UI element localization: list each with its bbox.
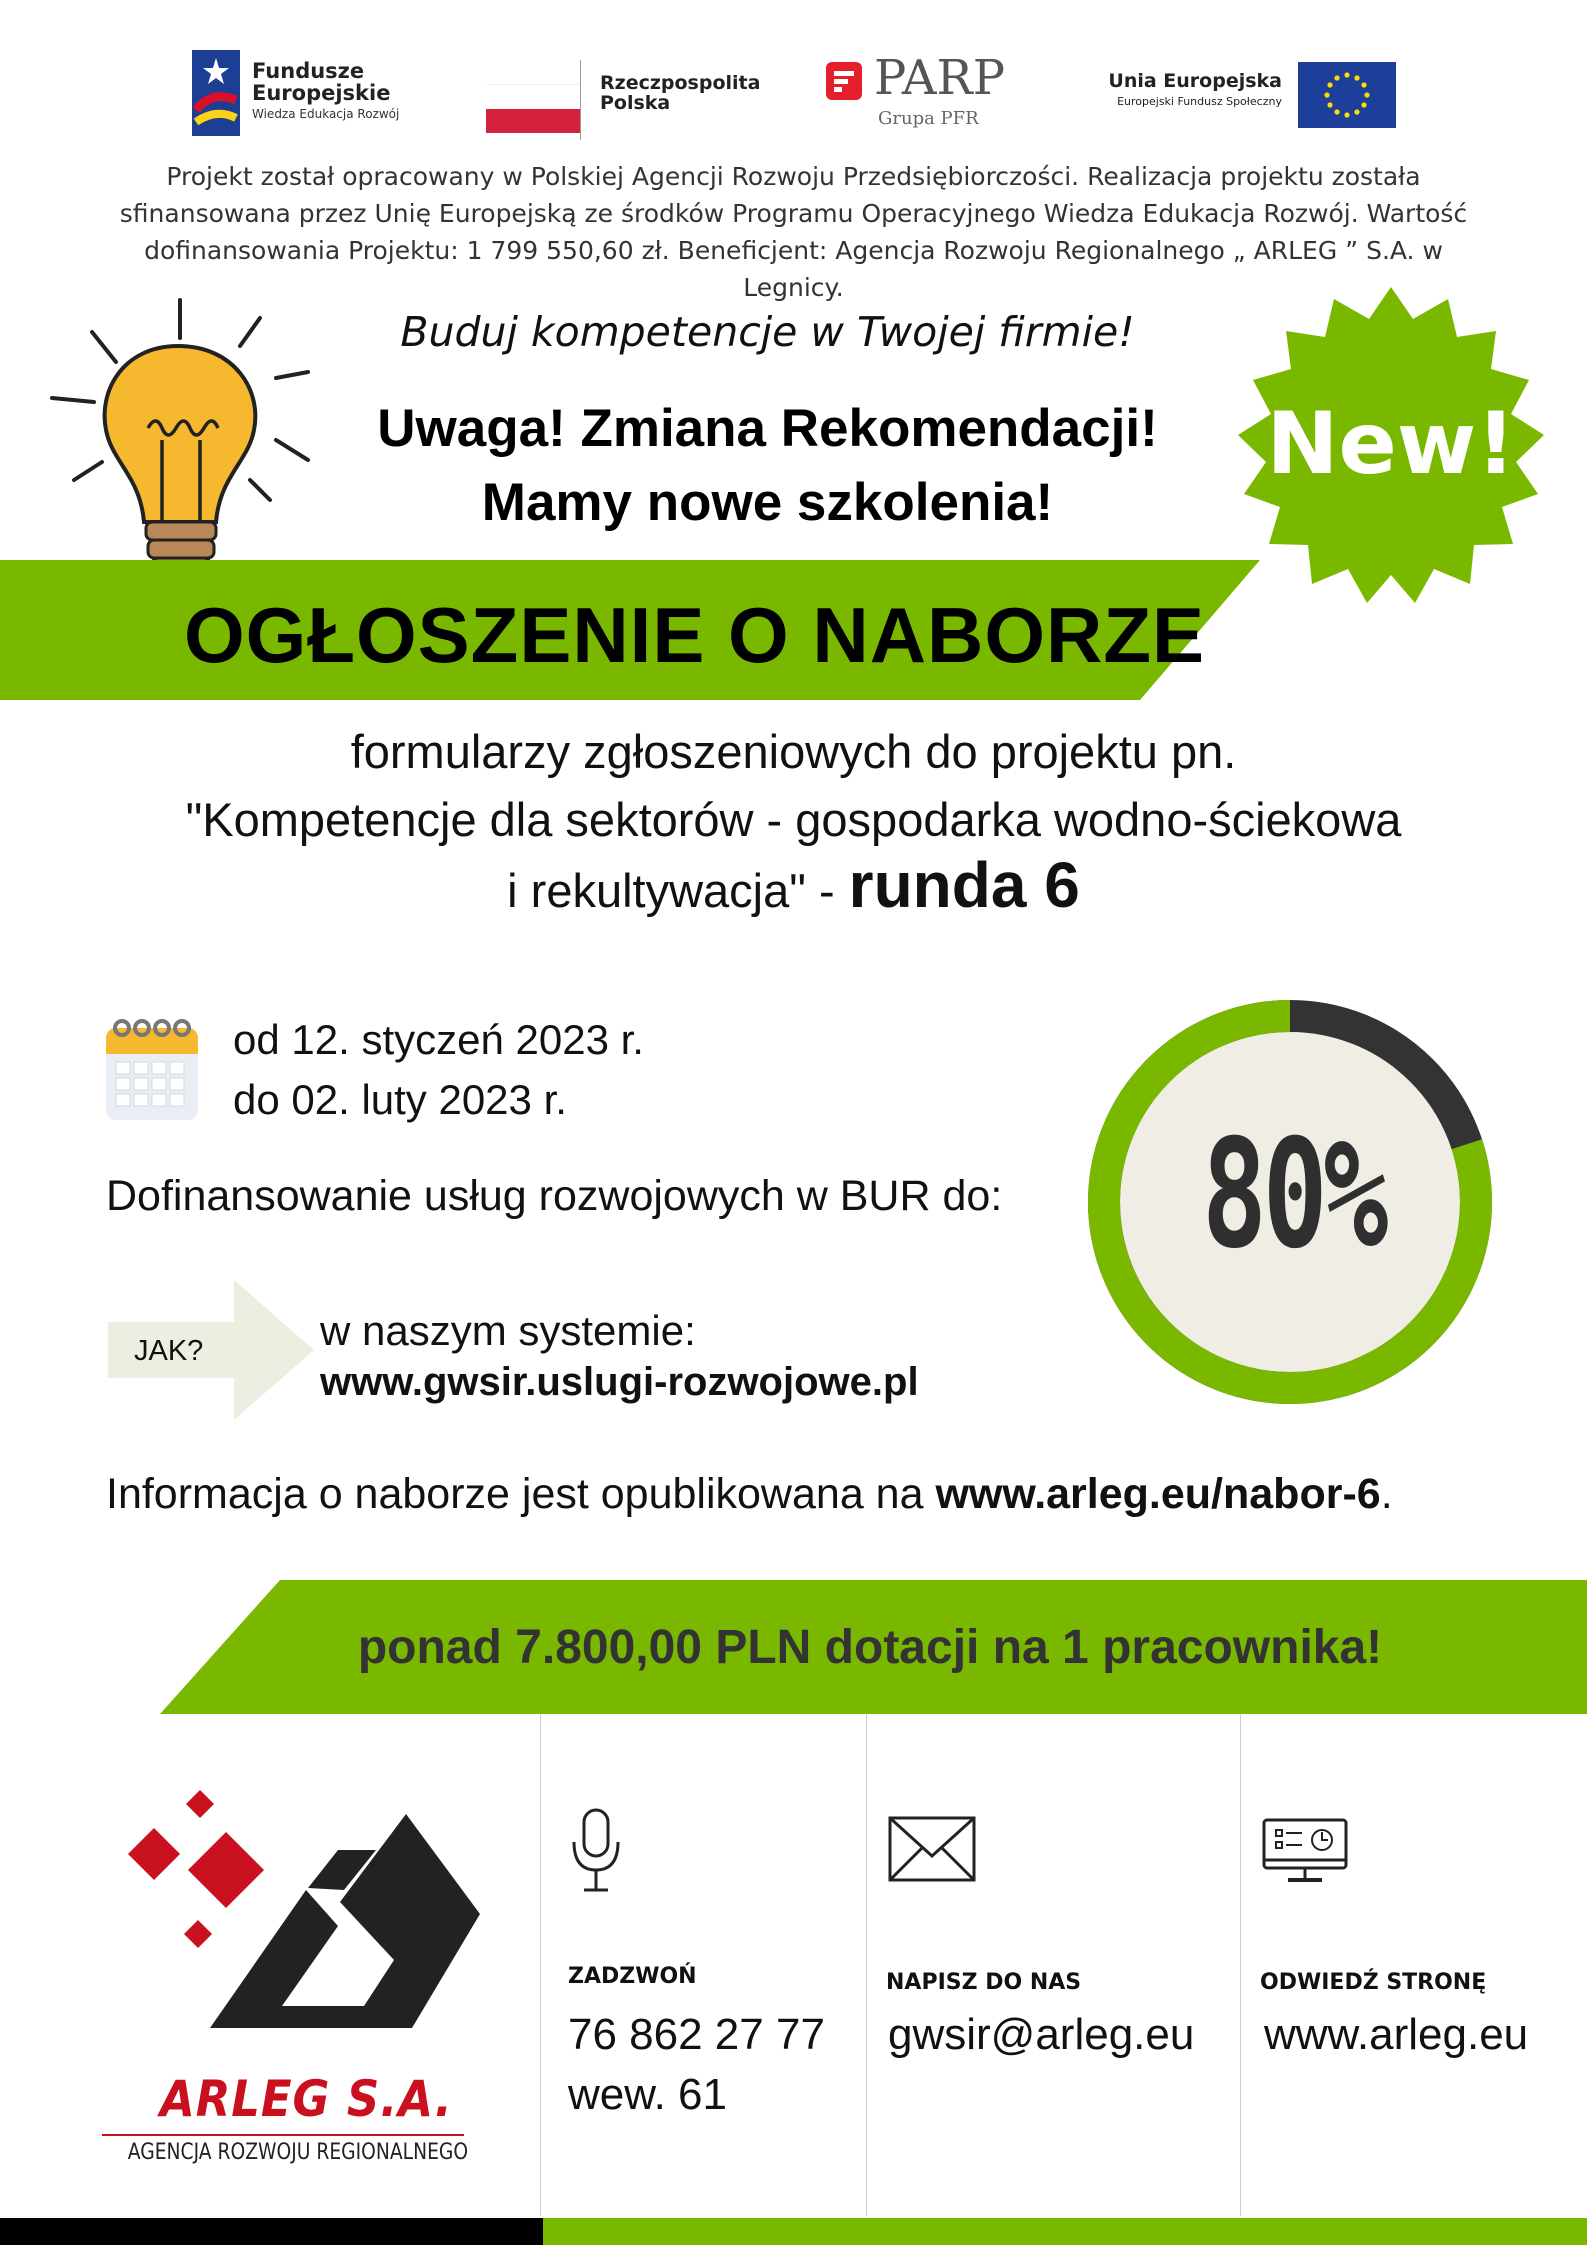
runda-label: runda 6 xyxy=(848,849,1080,921)
company-subtitle: AGENCJA ROZWOJU REGIONALNEGO xyxy=(127,2140,469,2165)
phone-number[interactable]: 76 862 27 77 xyxy=(568,2010,825,2059)
parp-sub: Grupa PFR xyxy=(878,108,979,129)
intro-line2: "Kompetencje dla sektorów - gospodarka wodno-ściekowa xyxy=(185,793,1402,846)
contact-divider xyxy=(866,1714,867,2216)
fe-line1: Fundusze xyxy=(252,59,365,83)
intro-line1: formularzy zgłoszeniowych do projektu pn. xyxy=(350,725,1237,778)
intro-line3 xyxy=(80,848,1507,922)
new-badge-text: New! xyxy=(1266,394,1516,494)
rp-line2: Polska xyxy=(600,91,671,114)
contact-divider xyxy=(540,1714,541,2216)
rp-logo-text xyxy=(600,74,760,114)
company-underline xyxy=(102,2134,464,2136)
eu-flag-icon xyxy=(1298,62,1396,128)
system-text: w naszym systemie: xyxy=(320,1307,696,1354)
monitor-icon xyxy=(1262,1818,1348,1886)
envelope-icon xyxy=(888,1816,976,1882)
parp-name: PARP xyxy=(874,50,1005,106)
company-name: ARLEG S.A. xyxy=(160,2070,453,2128)
ue-logo-text xyxy=(1080,72,1282,107)
funding-percent: 80% xyxy=(1201,1108,1385,1282)
project-info-line: sfinansowana przez Unię Europejską ze środków Programu Operacyjnego Wiedza Edukacja Rozwój. Wartość xyxy=(119,199,1468,228)
fundusze-europejskie-logo-icon xyxy=(192,50,240,136)
how-label: JAK? xyxy=(134,1335,204,1367)
arleg-logo-icon xyxy=(76,1780,496,2070)
grant-text: ponad 7.800,00 PLN dotacji na 1 pracownika! xyxy=(357,1621,1383,1674)
lightbulb-icon xyxy=(40,290,320,600)
project-info-line: dofinansowania Projektu: 1 799 550,60 zł. Beneficjent: Agencja Rozwoju Regionalnego „ ARLEG ” S.A. w Legnicy. xyxy=(144,236,1443,302)
fe-sub: Wiedza Edukacja Rozwój xyxy=(252,107,400,122)
funding-logos xyxy=(0,40,1587,150)
parp-logo-icon xyxy=(826,62,862,100)
info-link[interactable]: www.arleg.eu/nabor-6 xyxy=(935,1470,1381,1518)
ue-line1: Unia Europejska xyxy=(1108,70,1282,92)
project-info xyxy=(100,158,1487,306)
email-address[interactable]: gwsir@arleg.eu xyxy=(888,2010,1195,2059)
contact-divider xyxy=(1240,1714,1241,2216)
email-heading: NAPISZ DO NAS xyxy=(886,1970,1082,1995)
info-prefix: Informacja o naborze jest opublikowana na xyxy=(106,1470,936,1518)
banner-title: OGŁOSZENIE O NABORZE xyxy=(184,591,1206,679)
system-link[interactable]: www.gwsir.uslugi-rozwojowe.pl xyxy=(320,1360,919,1404)
rp-divider xyxy=(580,60,581,140)
headline-new-trainings: Mamy nowe szkolenia! xyxy=(481,473,1054,532)
fe-logo-text xyxy=(252,60,399,121)
rp-line1: Rzeczpospolita xyxy=(600,72,761,94)
funding-label: Dofinansowanie usług rozwojowych w BUR do: xyxy=(106,1172,1003,1220)
ue-sub: Europejski Fundusz Społeczny xyxy=(1117,94,1282,108)
footer-bar-green xyxy=(543,2218,1587,2245)
phone-heading: ZADZWOŃ xyxy=(568,1964,697,1989)
calendar-icon xyxy=(104,1014,200,1122)
intro-line3-text: i rekultywacja" - xyxy=(507,864,835,917)
info-text xyxy=(106,1470,1393,1519)
phone-extension: wew. 61 xyxy=(568,2070,727,2119)
footer-bar-dark xyxy=(0,2218,543,2245)
fe-line2: Europejskie xyxy=(252,81,391,106)
polish-flag-icon xyxy=(486,84,580,132)
tagline: Buduj kompetencje w Twojej firmie! xyxy=(400,308,1135,356)
microphone-icon xyxy=(566,1806,626,1896)
new-badge xyxy=(1232,285,1550,603)
date-from: od 12. styczeń 2023 r. xyxy=(233,1016,644,1063)
headline-change: Uwaga! Zmiana Rekomendacji! xyxy=(377,399,1158,458)
web-heading: ODWIEDŹ STRONĘ xyxy=(1260,1970,1487,1995)
web-address[interactable]: www.arleg.eu xyxy=(1264,2010,1529,2059)
date-to: do 02. luty 2023 r. xyxy=(233,1076,567,1123)
info-suffix: . xyxy=(1380,1470,1393,1518)
project-info-line: Projekt został opracowany w Polskiej Agencji Rozwoju Przedsiębiorczości. Realizacja projektu została xyxy=(166,162,1421,191)
